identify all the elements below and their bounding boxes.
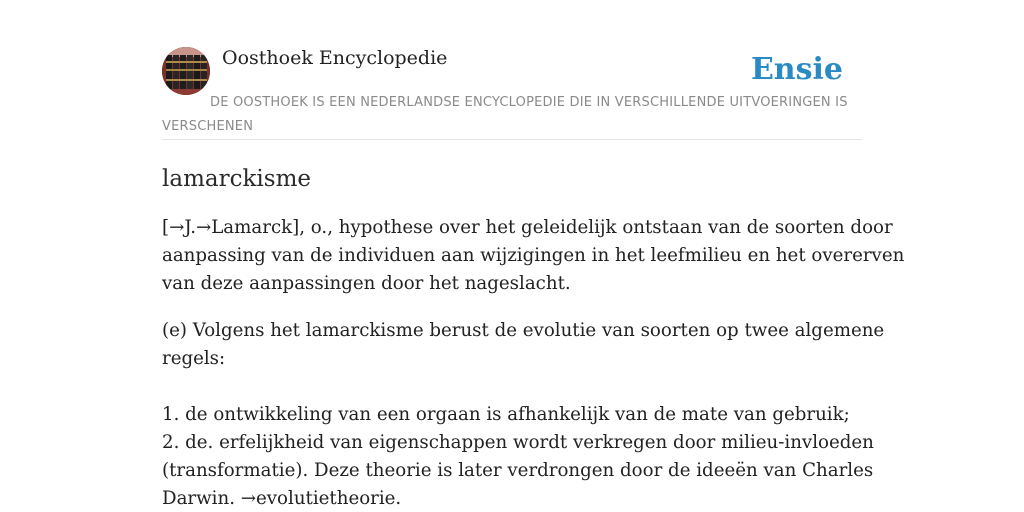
encyclopedia-books-icon[interactable]	[162, 47, 210, 95]
definition-line: [→J.→Lamarck], o., hypothese over het geleidelijk ontstaan van de soorten door	[162, 217, 893, 238]
definition-paragraph	[162, 214, 905, 298]
line-break	[162, 373, 862, 401]
definition-line: aanpassing van de individuen aan wijzigingen in het leefmilieu en het overerven	[162, 245, 905, 266]
explanation-line: (e) Volgens het lamarckisme berust de evolutie van soorten op twee algemene	[162, 320, 885, 341]
page	[162, 0, 905, 512]
explanation-paragraph	[162, 317, 885, 512]
definition-line: van deze aanpassingen door het nageslacht.	[162, 273, 571, 294]
site-tagline: DE OOSTHOEK IS EEN NEDERLANDSE ENCYCLOPEDIE DIE IN VERSCHILLENDE UITVOERINGEN IS VERSCHENEN	[162, 95, 848, 134]
explanation-line: regels:	[162, 348, 226, 369]
rule-item: 1. de ontwikkeling van een orgaan is afhankelijk van de mate van gebruik;	[162, 404, 850, 425]
page-title: lamarckisme	[162, 166, 311, 192]
rule-item: 2. de. erfelijkheid van eigenschappen wordt verkregen door milieu-invloeden	[162, 432, 874, 453]
rule-item: Darwin. →evolutietheorie.	[162, 488, 402, 509]
brand-logo[interactable]: Ensie	[750, 52, 843, 87]
site-name[interactable]: Oosthoek Encyclopedie	[222, 47, 448, 69]
site-header	[162, 47, 862, 140]
rule-item: (transformatie). Deze theorie is later verdrongen door de ideeën van Charles	[162, 460, 874, 481]
